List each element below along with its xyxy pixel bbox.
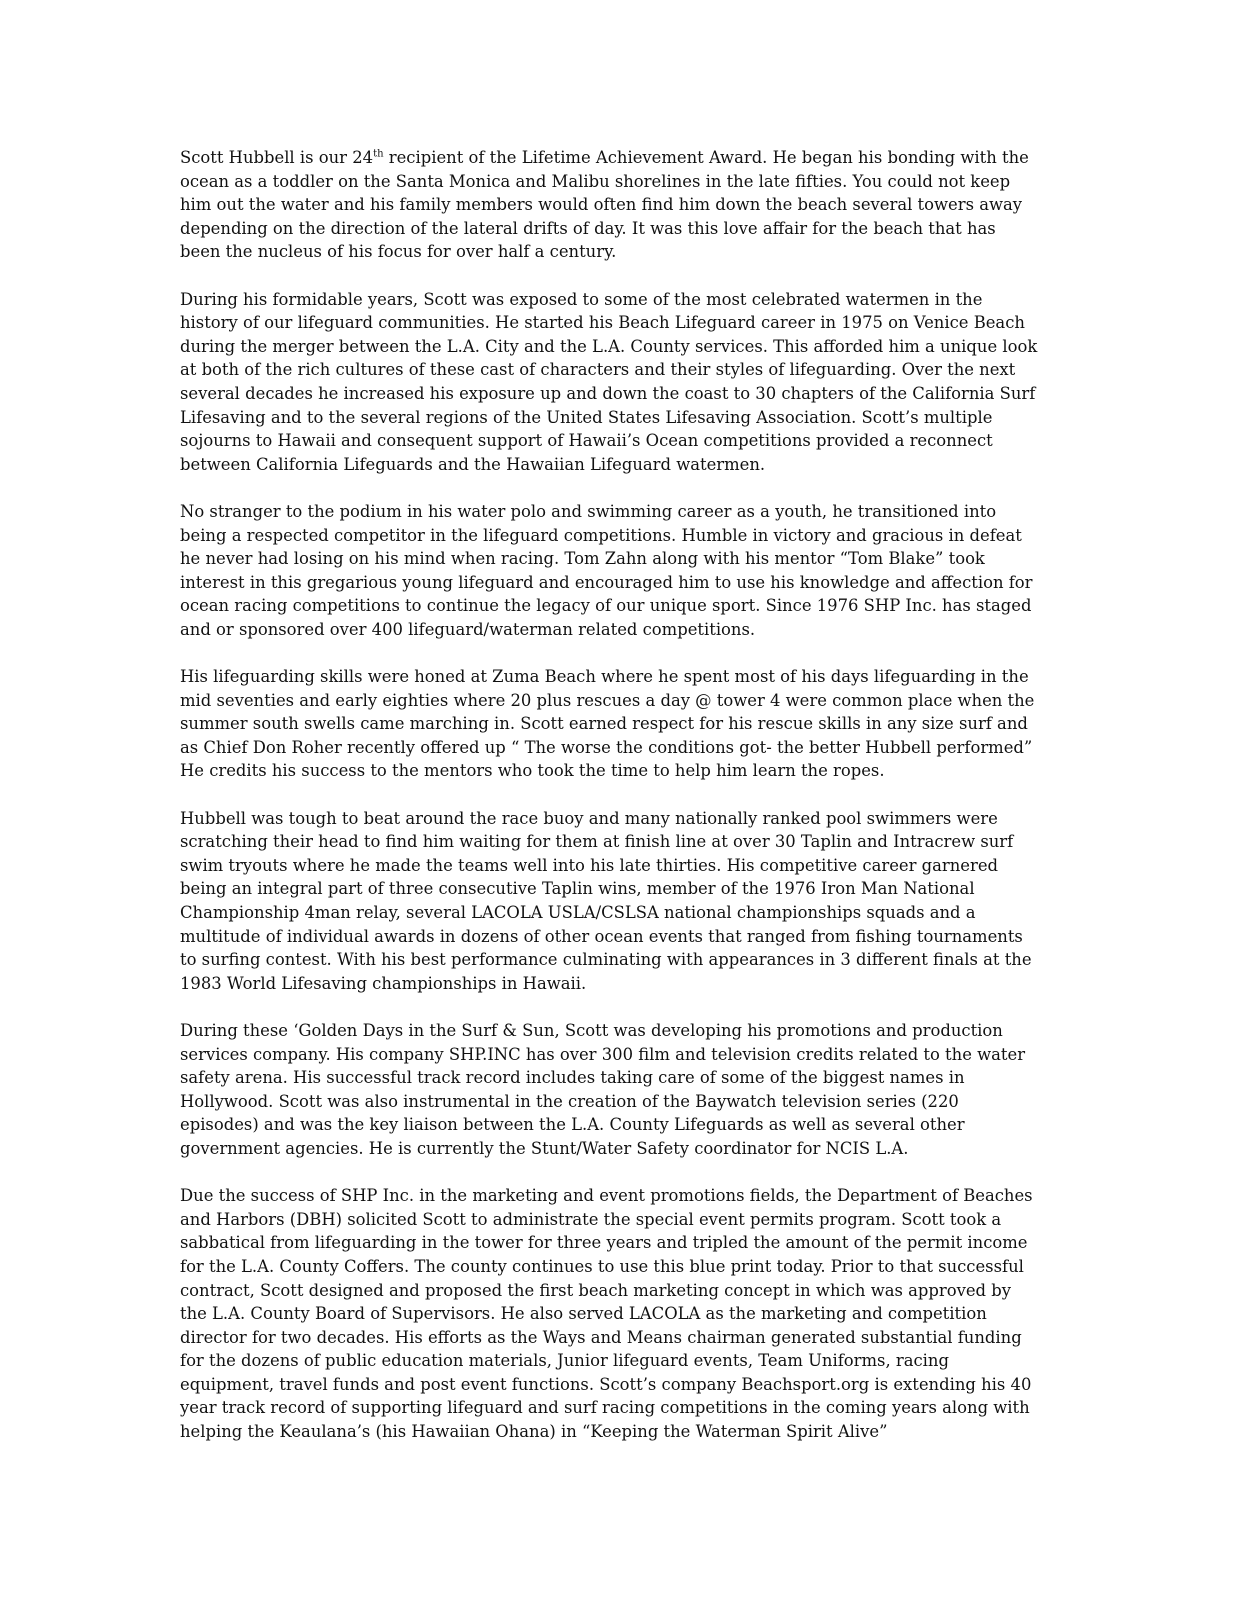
paragraph-competitor: No stranger to the podium in his water polo and swimming career as a youth, he transitioned into being a respected competitor in the lifeguard competitions. Humble in victory and gracious in defeat he never had losing on his mind when racing. Tom Zahn along with his mentor “Tom Blake” took interest in this gregarious young lifeguard and encouraged him to use his knowledge and affection for ocean racing competitions to continue the legacy of our unique sport. Since 1976 SHP Inc. has staged and or sponsored over 400 lifeguard/waterman related competitions. (180, 501, 1033, 639)
paragraph-zuma-beach: His lifeguarding skills were honed at Zuma Beach where he spent most of his days lifeguarding in the mid seventies and early eighties where 20 plus rescues a day @ tower 4 were common place when the summer south swells came marching in. Scott earned respect for his rescue skills in any size surf and as Chief Don Roher recently offered up “ The worse the conditions got- the better Hubbell performed” He credits his success to the mentors who took the time to help him learn the ropes. (180, 667, 1035, 781)
paragraph-intro-start: Scott Hubbell is our 24 (180, 148, 374, 167)
ordinal-suffix: th (373, 148, 384, 160)
paragraph-shp-marketing: Due the success of SHP Inc. in the marketing and event promotions fields, the Department of Beaches and Harbors (DBH) solicited Scott to administrate the special event permits program. Scott took a sabbatical from lifeguarding in the tower for three years and tripled the amount of the permit income for the L.A. County Coffers. The county continues to use this blue print today. Prior to that successful contract, Scott designed and proposed the first beach marketing concept in which was approved by the L.A. County Board of Supervisors. He also served LACOLA as the marketing and competition director for two decades. His efforts as the Ways and Means chairman generated substantial funding for the dozens of public education materials, Junior lifeguard events, Team Uniforms, racing equipment, travel funds and post event functions. Scott’s company Beachsport.org is extending his 40 year track record of supporting lifeguard and surf racing competitions in the coming years along with helping the Keaulana’s (his Hawaiian Ohana) in “Keeping the Waterman Spirit Alive” (180, 1186, 1033, 1442)
paragraph-intro (180, 146, 1040, 264)
paragraph-formidable-years: During his formidable years, Scott was exposed to some of the most celebrated watermen in the history of our lifeguard communities. He started his Beach Lifeguard career in 1975 on Venice Beach during the merger between the L.A. City and the L.A. County services. This afforded him a unique look at both of the rich cultures of these cast of characters and their styles of lifeguarding. Over the next several decades he increased his exposure up and down the coast to 30 chapters of the California Surf Lifesaving and to the several regions of the United States Lifesaving Association. Scott’s multiple sojourns to Hawaii and consequent support of Hawaii’s Ocean competitions provided a reconnect between California Lifeguards and the Hawaiian Lifeguard watermen. (180, 289, 1038, 474)
paragraph-intro-rest: recipient of the Lifetime Achievement Award. He began his bonding with the ocean as a toddler on the Santa Monica and Malibu shorelines in the late fifties. You could not keep him out the water and his family members would often find him down the beach several towers away depending on the direction of the lateral drifts of day. It was this love affair for the beach that has been the nucleus of his focus for over half a century. (180, 148, 1029, 262)
document-body (180, 146, 1040, 1467)
paragraph-race-career: Hubbell was tough to beat around the race buoy and many nationally ranked pool swimmers were scratching their head to find him waiting for them at finish line at over 30 Taplin and Intracrew surf swim tryouts where he made the teams well into his late thirties. His competitive career garnered being an integral part of three consecutive Taplin wins, member of the 1976 Iron Man National Championship 4man relay, several LACOLA USLA/CSLSA national championships squads and a multitude of individual awards in dozens of other ocean events that ranged from fishing tournaments to surfing contest. With his best performance culminating with appearances in 3 different finals at the 1983 World Lifesaving championships in Hawaii. (180, 808, 1032, 993)
paragraph-golden-days: During these ‘Golden Days in the Surf & Sun, Scott was developing his promotions and production services company. His company SHP.INC has over 300 film and television credits related to the water safety arena. His successful track record includes taking care of some of the biggest names in Hollywood. Scott was also instrumental in the creation of the Baywatch television series (220 episodes) and was the key liaison between the L.A. County Lifeguards as well as several other government agencies. He is currently the Stunt/Water Safety coordinator for NCIS L.A. (180, 1020, 1026, 1158)
